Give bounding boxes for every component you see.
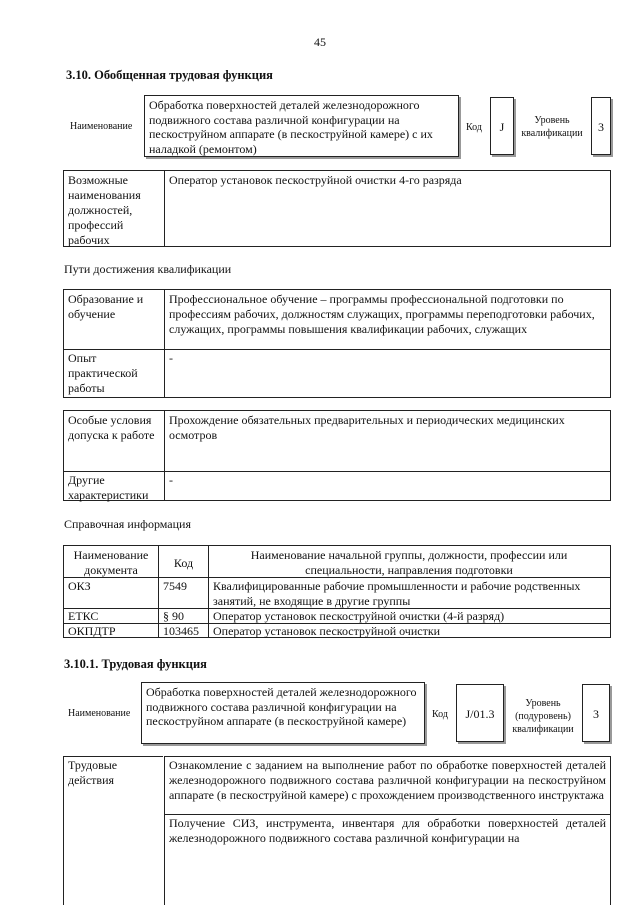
- gtf-code-value: J: [499, 120, 505, 134]
- other-characteristics-value: -: [169, 473, 173, 487]
- ref-row-code: 7549: [163, 579, 187, 593]
- experience-value: -: [169, 351, 173, 365]
- tf-name-value: Обработка поверхностей деталей железнодорожного подвижного состава различной конфигурации на пескоструйном аппарате (в пескоструйной камере): [146, 685, 417, 728]
- ref-row-code: § 90: [163, 609, 184, 623]
- reference-table: [63, 545, 611, 638]
- education-value: Профессиональное обучение – программы профессиональной подготовки по профессиям рабочих, должностям служащих, программы переподготовки рабочих, служащих, программы повышения квалификации рабочих, служащих: [169, 292, 595, 336]
- ref-row-name: Оператор установок пескоструйной очистки (4-й разряд): [213, 609, 505, 623]
- special-conditions-value: Прохождение обязательных предварительных и периодических медицинских осмотров: [169, 413, 565, 442]
- positions-label: Возможные наименования должностей, профессий рабочих: [68, 173, 141, 247]
- tf-title: 3.10.1. Трудовая функция: [64, 657, 207, 671]
- action-item: Ознакомление с заданием на выполнение работ по обработке поверхностей деталей железнодорожного подвижного состава различной конфигурации на пескоструйном аппарате (в пескоструйной камере) с прохождением производственного инструктажа: [169, 758, 606, 802]
- gtf-name-box: [144, 95, 459, 157]
- ref-header-code: Код: [173, 556, 194, 570]
- ref-row-name: Оператор установок пескоструйной очистки: [213, 624, 441, 638]
- tf-code-box: [456, 684, 504, 742]
- ref-row-code: 103465: [163, 624, 199, 638]
- actions-label: Трудовые действия: [68, 758, 118, 787]
- gtf-name-value: Обработка поверхностей деталей железнодорожного подвижного состава различной конфигурации на пескоструйном аппарате (в пескоструйной камере) с их наладкой (ремонтом): [149, 98, 433, 156]
- page-number: 45: [314, 35, 326, 49]
- ref-header-name: Наименование начальной группы, должности, профессии или специальности, направления подготовки: [250, 548, 568, 577]
- gtf-level-value: 3: [598, 120, 604, 134]
- positions-value: Оператор установок пескоструйной очистки 4-го разряда: [169, 173, 462, 187]
- tf-name-box: [141, 682, 425, 744]
- experience-label: Опыт практической работы: [68, 351, 138, 395]
- tf-level-label: Уровень (подуровень) квалификации: [512, 698, 574, 735]
- tf-level-box: [582, 684, 610, 742]
- positions-table: [63, 170, 611, 247]
- actions-table: [63, 756, 611, 905]
- tf-code-value: J/01.3: [465, 707, 495, 721]
- education-table: [63, 289, 611, 398]
- ref-header-doc: Наименование документа: [73, 548, 149, 577]
- ref-row-name: Квалифицированные рабочие промышленности и рабочие родственных занятий, не входящие в другие группы: [213, 579, 581, 608]
- gtf-code-box: [490, 97, 514, 155]
- gtf-level-box: [591, 97, 611, 155]
- gtf-level-label: Уровень квалификации: [521, 115, 583, 139]
- ref-row-doc: ОКЗ: [68, 579, 91, 593]
- gtf-name-label: Наименование: [70, 121, 133, 132]
- special-conditions-label: Особые условия допуска к работе: [68, 413, 155, 442]
- education-label: Образование и обучение: [68, 292, 144, 321]
- tf-level-value: 3: [593, 707, 599, 721]
- gtf-code-label: Код: [466, 122, 482, 133]
- other-characteristics-label: Другие характеристики: [68, 473, 149, 502]
- ref-row-doc: ОКПДТР: [68, 624, 116, 638]
- tf-code-label: Код: [432, 709, 448, 720]
- section-title: 3.10. Обобщенная трудовая функция: [66, 68, 273, 82]
- tf-name-label: Наименование: [68, 708, 131, 719]
- reference-heading: Справочная информация: [64, 517, 191, 531]
- paths-heading: Пути достижения квалификации: [64, 262, 232, 276]
- action-item: Получение СИЗ, инструмента, инвентаря для обработки поверхностей деталей железнодорожного подвижного состава различной конфигурации на: [169, 816, 606, 845]
- ref-row-doc: ЕТКС: [68, 609, 99, 623]
- conditions-table: [63, 410, 611, 501]
